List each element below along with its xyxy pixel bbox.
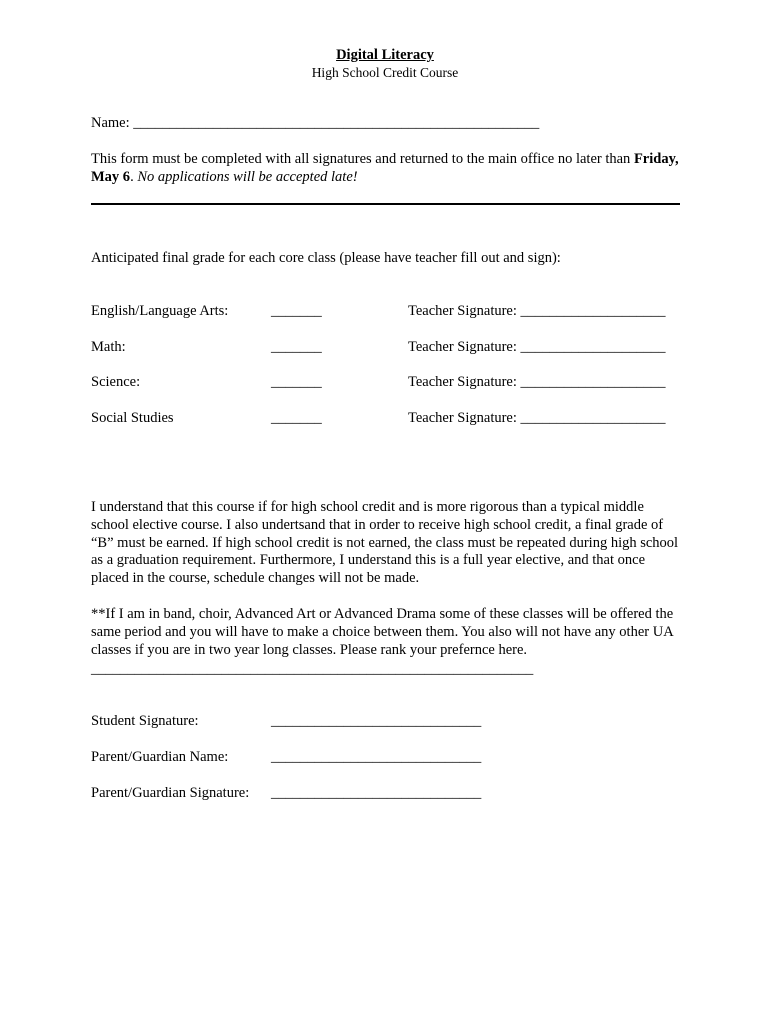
subject-label: Science:: [91, 374, 141, 390]
name-field[interactable]: [91, 115, 539, 132]
signature-label: Parent/Guardian Name:: [91, 749, 229, 765]
grade-blank[interactable]: _______: [271, 410, 322, 426]
subject-label: Math:: [91, 339, 126, 355]
grade-row-math: [91, 339, 691, 359]
notice-punct: .: [130, 169, 138, 185]
agreement-paragraph: I understand that this course if for high school credit and is more rigorous than a typical middle school elective course. I also undertsand that in order to receive high school credit, a final grade of “B” must be earned. If high school credit is not earned, the class must be repeated during high school as a graduation requirement. Furthermore, I understand this is a full year elective, and that once placed in the course, schedule changes will not be made.: [91, 499, 679, 587]
teacher-signature-line[interactable]: Teacher Signature: ____________________: [408, 303, 666, 319]
name-line[interactable]: ________________________________________________________: [133, 115, 540, 131]
teacher-signature-line[interactable]: Teacher Signature: ____________________: [408, 374, 666, 390]
grade-row-social-studies: [91, 410, 691, 430]
signature-label: Parent/Guardian Signature:: [91, 785, 250, 801]
grade-blank[interactable]: _______: [271, 339, 322, 355]
subject-label: Social Studies: [91, 410, 174, 426]
signature-line[interactable]: _____________________________: [271, 713, 482, 729]
late-warning: No applications will be accepted late!: [137, 169, 358, 185]
student-signature-row: [91, 713, 691, 733]
subject-label: English/Language Arts:: [91, 303, 229, 319]
deadline-date: Friday, May 6: [91, 151, 679, 185]
form-subtitle: High School Credit Course: [311, 65, 459, 80]
grade-blank[interactable]: _______: [271, 374, 322, 390]
grade-blank[interactable]: _______: [271, 303, 322, 319]
teacher-signature-line[interactable]: Teacher Signature: ____________________: [408, 410, 666, 426]
notice-text: This form must be completed with all signatures and returned to the main office no later than: [91, 151, 634, 167]
signature-label: Student Signature:: [91, 713, 199, 729]
parent-name-row: [91, 749, 691, 769]
grade-row-science: [91, 374, 691, 394]
parent-signature-row: [91, 785, 691, 805]
elective-conflict-paragraph: **If I am in band, choir, Advanced Art or Advanced Drama some of these classes will be offered the same period and you will have to make a choice between them. You also will not have any other UA classes if you are in two year long classes. Please rank your prefernce here.: [91, 606, 674, 658]
deadline-notice: [91, 150, 691, 186]
signature-line[interactable]: _____________________________: [271, 749, 482, 765]
signature-line[interactable]: _____________________________: [271, 785, 482, 801]
preference-line[interactable]: _____________________________________________________________: [91, 661, 534, 677]
grades-intro: Anticipated final grade for each core class (please have teacher fill out and sign):: [91, 250, 561, 266]
name-label: Name:: [91, 115, 130, 131]
grade-row-english: [91, 303, 691, 323]
teacher-signature-line[interactable]: Teacher Signature: ____________________: [408, 339, 666, 355]
section-divider: [91, 203, 680, 205]
form-title: Digital Literacy: [336, 47, 434, 63]
